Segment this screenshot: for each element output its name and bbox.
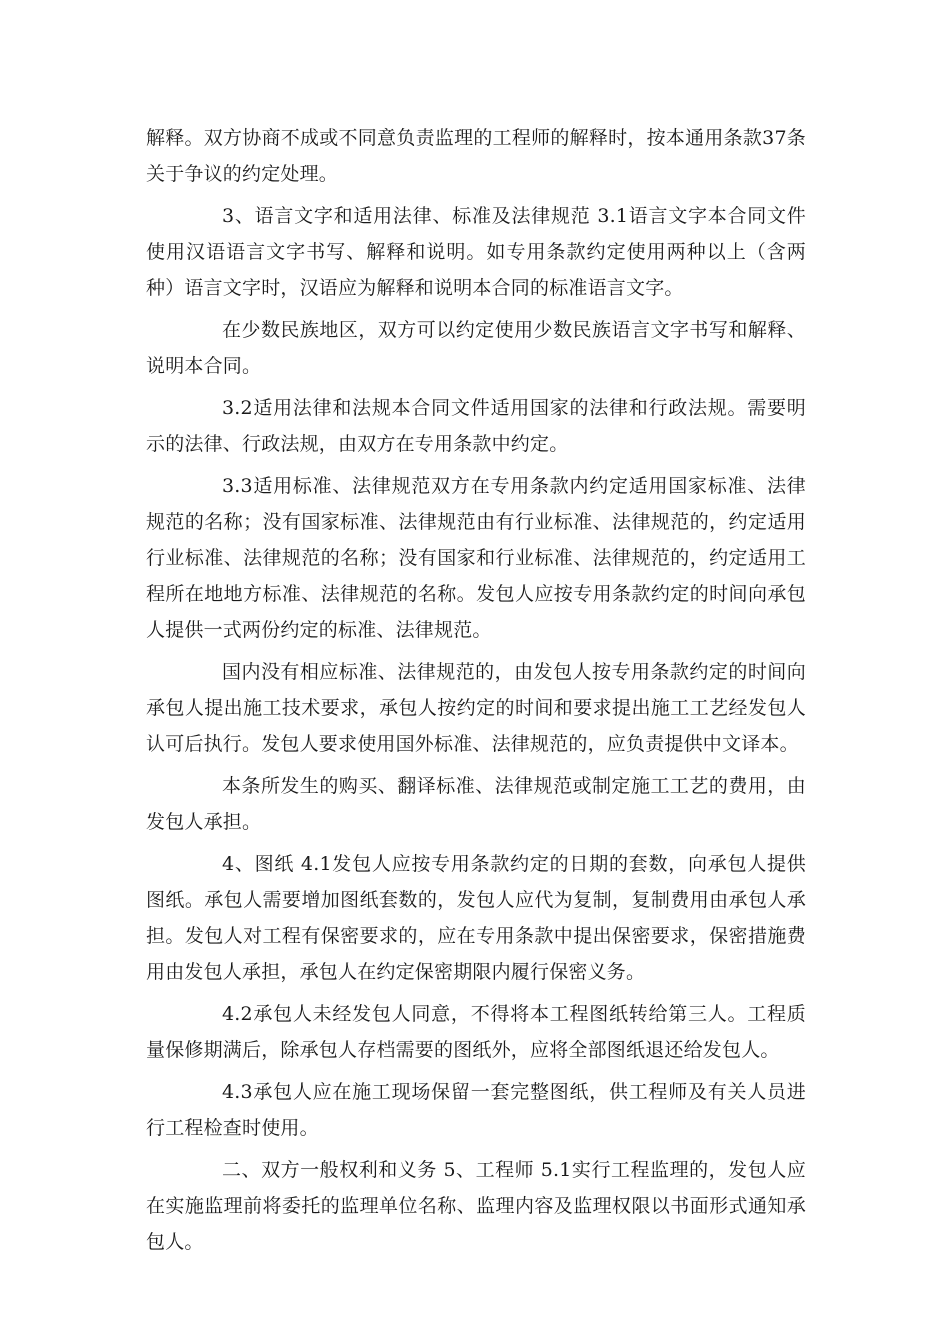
paragraph-3: 在少数民族地区，双方可以约定使用少数民族语言文字书写和解释、说明本合同。 [146,319,806,377]
paragraph-7: 本条所发生的购买、翻译标准、法律规范或制定施工工艺的费用，由发包人承担。 [146,775,806,833]
paragraph-11: 二、双方一般权利和义务 5、工程师 5.1实行工程监理的，发包人应在实施监理前将委托的监理单位名称、监理内容及监理权限以书面形式通知承包人。 [146,1159,806,1253]
paragraph-8: 4、图纸 4.1发包人应按专用条款约定的日期的套数，向承包人提供图纸。承包人需要增加图纸套数的，发包人应代为复制，复制费用由承包人承担。发包人对工程有保密要求的，应在专用条款中提出保密要求，保密措施费用由发包人承担，承包人在约定保密期限内履行保密义务。 [146,853,806,983]
document-body [146,120,806,1266]
paragraph-4: 3.2适用法律和法规本合同文件适用国家的法律和行政法规。需要明示的法律、行政法规，由双方在专用条款中约定。 [146,397,806,455]
paragraph-6: 国内没有相应标准、法律规范的，由发包人按专用条款约定的时间向承包人提出施工技术要求，承包人按约定的时间和要求提出施工工艺经发包人认可后执行。发包人要求使用国外标准、法律规范的，应负责提供中文译本。 [146,661,806,755]
paragraph-9: 4.2承包人未经发包人同意，不得将本工程图纸转给第三人。工程质量保修期满后，除承包人存档需要的图纸外，应将全部图纸退还给发包人。 [146,1003,806,1061]
paragraph-2: 3、语言文字和适用法律、标准及法律规范 3.1语言文字本合同文件使用汉语语言文字书写、解释和说明。如专用条款约定使用两种以上（含两种）语言文字时，汉语应为解释和说明本合同的标准语言文字。 [146,205,806,299]
paragraph-10: 4.3承包人应在施工现场保留一套完整图纸，供工程师及有关人员进行工程检查时使用。 [146,1081,806,1139]
paragraph-1: 解释。双方协商不成或不同意负责监理的工程师的解释时，按本通用条款37条关于争议的约定处理。 [146,127,806,185]
paragraph-5: 3.3适用标准、法律规范双方在专用条款内约定适用国家标准、法律规范的名称；没有国家标准、法律规范由有行业标准、法律规范的，约定适用行业标准、法律规范的名称；没有国家和行业标准、法律规范的，约定适用工程所在地地方标准、法律规范的名称。发包人应按专用条款约定的时间向承包人提供一式两份约定的标准、法律规范。 [146,475,806,641]
